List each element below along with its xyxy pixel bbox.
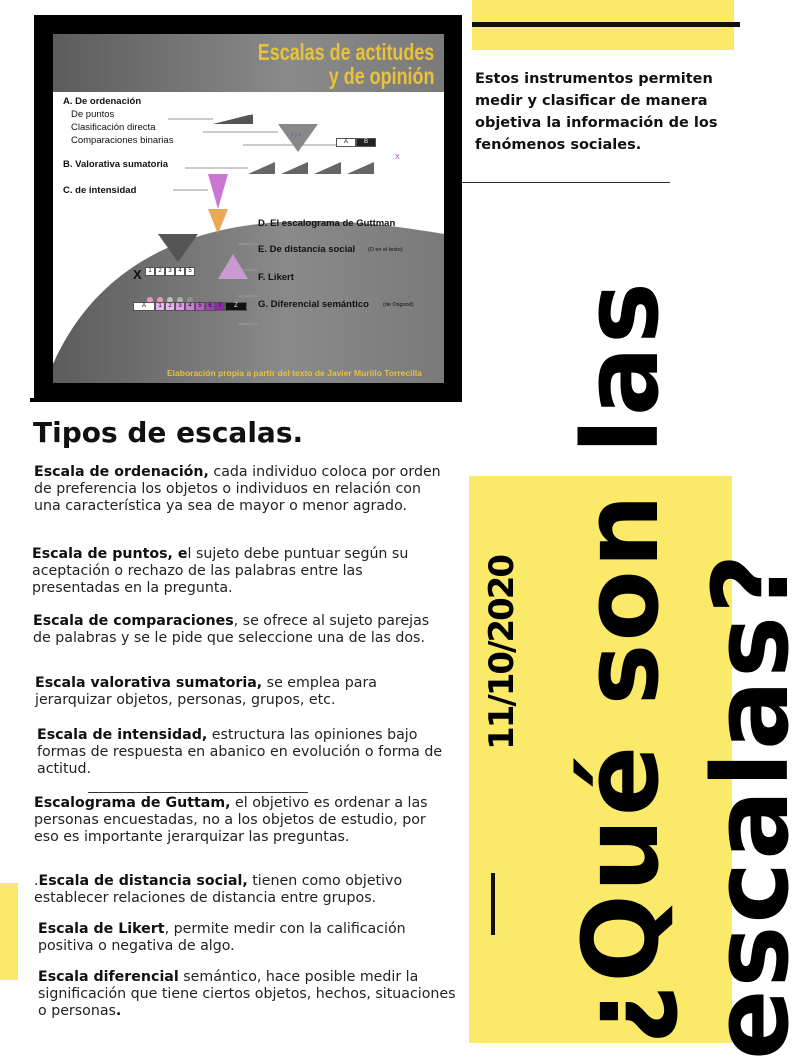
slide-content bbox=[53, 34, 444, 383]
label-d: D. El escalograma de Guttman bbox=[258, 218, 396, 229]
scale-name: Escala de intensidad, bbox=[37, 727, 208, 743]
scale-name: Escala de ordenación, bbox=[34, 464, 209, 480]
label-a3: Comparaciones binarias bbox=[71, 135, 174, 146]
label-e-note: (D en el texto) bbox=[368, 247, 403, 253]
scale-description bbox=[33, 613, 438, 647]
scale-description bbox=[34, 795, 454, 846]
semantic-box: 3 bbox=[175, 302, 185, 311]
label-e: E. De distancia social bbox=[258, 244, 356, 255]
scale-name: Escala de distancia social, bbox=[38, 873, 248, 889]
puntos-range: 0, 1...10 bbox=[235, 111, 255, 117]
semantic-box-z: Z bbox=[225, 302, 247, 311]
scale-description bbox=[34, 464, 444, 515]
paragraph-rule bbox=[88, 792, 308, 793]
label-c: C. de intensidad bbox=[63, 185, 137, 196]
scale-name: Escala de puntos, e bbox=[32, 546, 188, 562]
label-f: F. Likert bbox=[258, 272, 294, 283]
scale-description bbox=[35, 675, 435, 709]
slide-bottom-bar bbox=[30, 398, 462, 402]
scale-text: l sujeto debe puntuar según su aceptación o rechazo de las palabras entre las presentadas en la pregunta. bbox=[32, 546, 409, 596]
semantic-boxes bbox=[133, 302, 247, 311]
scale-name: Escala diferencial bbox=[38, 969, 179, 985]
scale-text: tienen como objetivo establecer relaciones de distancia entre grupos. bbox=[34, 873, 403, 906]
label-a1: De puntos bbox=[71, 109, 115, 120]
sumatoria-range: 0, 1...10 bbox=[382, 164, 402, 170]
box-a: A bbox=[336, 138, 356, 147]
semantic-box: 5 bbox=[195, 302, 205, 311]
scale-prefix: . bbox=[34, 873, 39, 889]
scale-text: estructura las opiniones bajo formas de respuesta en abanico en evolución o forma de actitud. bbox=[37, 727, 443, 777]
section-title: Tipos de escalas. bbox=[33, 416, 304, 449]
header-rule bbox=[472, 22, 740, 27]
scale-description bbox=[32, 546, 454, 597]
likert-box: 2 bbox=[155, 267, 165, 276]
slide-credit: Elaboración propia a partir del texto de Javier Murillo Torrecilla bbox=[167, 368, 422, 378]
sumatoria-x: X bbox=[395, 154, 400, 161]
yellow-left-accent bbox=[0, 883, 18, 980]
likert-box: 1 bbox=[145, 267, 155, 276]
likert-boxes bbox=[145, 267, 195, 276]
scale-name: Escalograma de Guttam, bbox=[34, 795, 231, 811]
intro-paragraph: Estos instrumentos permiten medir y clasificar de manera objetiva la información de los fenómenos sociales. bbox=[475, 71, 718, 153]
vertical-dash bbox=[491, 873, 495, 935]
semantic-box: 2 bbox=[165, 302, 175, 311]
scale-name: Escala valorativa sumatoria, bbox=[35, 675, 263, 691]
semantic-box-a: A bbox=[133, 302, 155, 311]
scale-text: semántico, hace posible medir la significación que tiene ciertos objetos, hechos, situaciones o personas bbox=[38, 969, 456, 1019]
date-label: 11/10/2020 bbox=[482, 555, 522, 750]
scale-text: cada individuo coloca por orden de preferencia los objetos o individuos en relación con una característica ya sea de mayor o menor agrado. bbox=[34, 464, 441, 514]
intro-separator bbox=[462, 182, 670, 183]
label-g-note: (de Osgood) bbox=[383, 302, 414, 308]
semantic-box: 4 bbox=[185, 302, 195, 311]
semantic-box: 6 bbox=[205, 302, 215, 311]
scale-description bbox=[37, 727, 447, 778]
scale-name: Escala de Likert bbox=[38, 921, 165, 937]
scale-text: , permite medir con la calificación positiva o negativa de algo. bbox=[38, 921, 406, 954]
semantic-box: 7 bbox=[215, 302, 225, 311]
main-title-line1: ¿Qué son las bbox=[560, 280, 682, 1045]
distancia-triangle bbox=[218, 254, 248, 279]
likert-box: 4 bbox=[175, 267, 185, 276]
slide-title-line1: Escalas de actitudes bbox=[257, 39, 434, 65]
scale-text: , se ofrece al sujeto parejas de palabras y se le pide que seleccione una de las dos. bbox=[33, 613, 430, 646]
scale-description bbox=[38, 969, 458, 1020]
label-b: B. Valorativa sumatoria bbox=[63, 159, 169, 170]
likert-box: 5 bbox=[185, 267, 195, 276]
box-b: B bbox=[356, 138, 376, 147]
scale-text: el objetivo es ordenar a las personas encuestadas, no a los objetos de estudio, por eso es importante jerarquizar las preguntas. bbox=[34, 795, 428, 845]
slide-title-line2: y de opinión bbox=[328, 63, 434, 89]
scale-text: se emplea para jerarquizar objetos, personas, grupos, etc. bbox=[35, 675, 377, 708]
label-g: G. Diferencial semántico bbox=[258, 299, 369, 310]
scale-description bbox=[38, 921, 443, 955]
scale-suffix: . bbox=[115, 1003, 122, 1019]
scale-description bbox=[34, 873, 459, 907]
slide-figure bbox=[34, 15, 462, 402]
likert-box: 3 bbox=[165, 267, 175, 276]
scale-name: Escala de comparaciones bbox=[33, 613, 234, 629]
letters-xyz: x y z bbox=[291, 132, 302, 138]
main-title-line2: escalas? bbox=[690, 551, 812, 1060]
likert-x: X bbox=[133, 267, 142, 282]
semantic-box: 1 bbox=[155, 302, 165, 311]
label-a: A. De ordenación bbox=[63, 96, 142, 107]
label-a2: Clasificación directa bbox=[71, 122, 156, 133]
